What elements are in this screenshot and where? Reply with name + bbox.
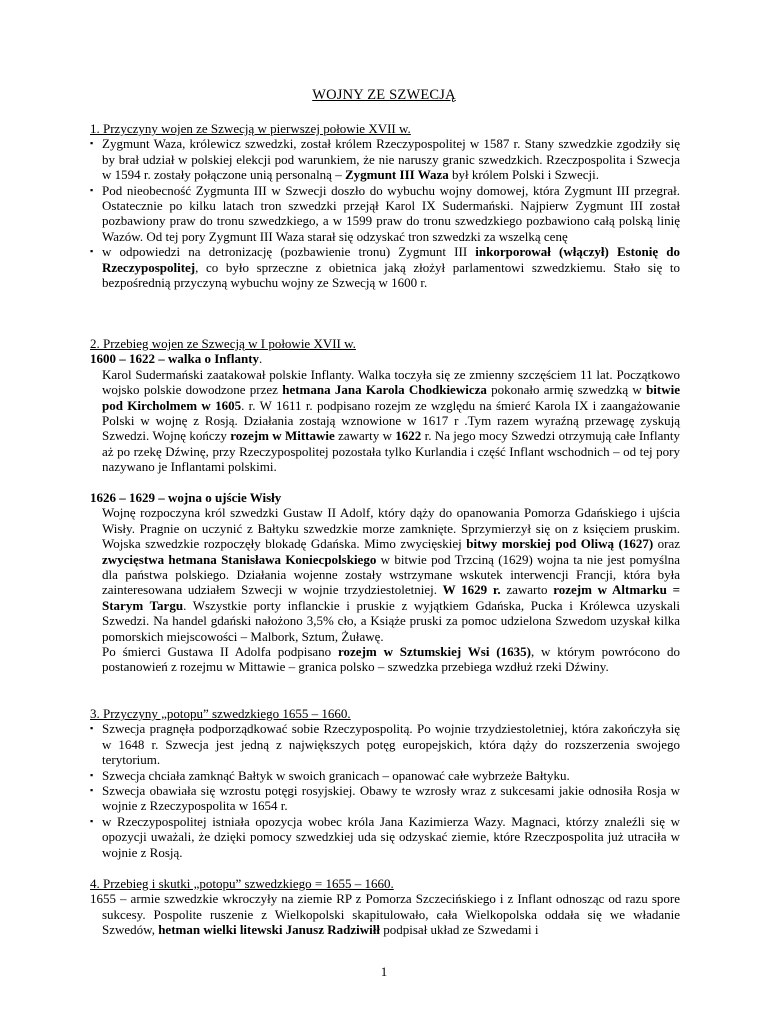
bullet-icon: ▪ (90, 815, 94, 826)
subsection-heading: 1626 – 1629 – wojna o ujście Wisły (90, 490, 282, 505)
bullet-icon: ▪ (90, 184, 94, 195)
subsection-paragraph: Po śmierci Gustawa II Adolfa podpisano rozejm w Sztumskiej Wsi (1635), w którym powrócono do postanowień z rozejmu w Mittawie – granica polsko – szwedzka przebiega wzdłuż rzeki Dźwiny. (102, 644, 680, 675)
bullet-icon: ▪ (90, 769, 94, 780)
page-number: 1 (380, 964, 388, 979)
bullet-icon: ▪ (90, 785, 94, 796)
subsection-paragraph: Karol Sudermański zaatakował polskie Inflanty. Walka toczyła się ze zmienny szczęściem 11 lat. Początkowo wojsko polskie dowodzone przez hetmana Jana Karola Chodkiewicza pokonało armię szwedzką w bitwie pod Kircholmem w 1605. r. W 1611 r. podpisano rozejm ze względu na śmierć Karola IX i zaangażowanie Polski w wojnę z Rosją. Działania zostają wznowione w 1617 r .Tym razem wyraźną przewagę zyskują Szwedzi. Wojnę kończy rozejm w Mittawie zawarty w 1622 r. Na jego mocy Szwedzi otrzymują całe Inflanty aż po rzekę Dźwinę, przy Rzeczypospolitej pozostała tylko Kurlandia i część Inflant wschodnich – od tej pory nazywano je Inflantami polskimi. (102, 366, 681, 475)
list-item: ▪ w Rzeczypospolitej istniała opozycja wobec króla Jana Kazimierza Wazy. Magnaci, którzy znaleźli się w opozycji uważali, że dzięki pomocy szwedzkiej uda się odzyskać ziemie, które Rzeczpospolita już utraciła w wojnie z Rosją. (90, 813, 680, 860)
section-4 (90, 876, 680, 938)
subsection-paragraph: Wojnę rozpoczyna król szwedzki Gustaw II Adolf, który dąży do opanowania Pomorza Gdańskiego i ujścia Wisły. Pragnie on uczynić z Bałtyku szwedzkie morze zamknięte. Sprzymierzył się on z księciem pruskim. Wojska szwedzkie rozpoczęły blokadę Gdańska. Mimo zwycięskiej bitwy morskiej pod Oliwą (1627) oraz zwycięstwa hetmana Stanisława Koniecpolskiego w bitwie pod Trzciną (1629) wojna ta nie jest pomyślna dla państwa polskiego. Działania wojenne zostały wstrzymane wskutek interwencji Francji, która była zainteresowana udziałem Szwecji w wojnie trzydziestoletniej. W 1629 r. zawarto rozejm w Altmarku = Starym Targu. Wszystkie porty inflanckie i pruskie z wyjątkiem Gdańska, Pucka i Królewca uzyskali Szwedzi. Na handel gdański nałożono 3,5% cło, a Książe pruski za pomoc udzielona Szwedom uzyskał kilka pomorskich miejscowości – Malbork, Sztum, Żuławę. (102, 505, 681, 644)
list-item: ▪ w odpowiedzi na detronizację (pozbawienie tronu) Zygmunt III inkorporował (włączył) Estonię do Rzeczypospolitej, co było sprzeczne z obietnica jaką złożył parlamentowi szwedzkiemu. Stało się to bezpośrednią przyczyną wybuchu wojny ze Szwecją w 1600 r. (90, 244, 680, 291)
section-3-heading: 3. Przyczyny „potopu” szwedzkiego 1655 – 1660. (90, 706, 351, 721)
section-2 (90, 336, 680, 475)
list-item: ▪ Pod nieobecność Zygmunta III w Szwecji doszło do wybuchu wojny domowej, która Zygmunt III przegrał. Ostatecznie po kilku latach tron szwedzki przejął Karol IX Sudermański. Najpierw Zygmunt III został pozbawiony praw do tronu szwedzkiego, a w 1599 praw do tronu szwedzkiego pozbawiono całą polską linię Wazów. Od tej pory Zygmunt III Waza starał się odzyskać tron szwedzki za wszelką cenę (90, 182, 680, 244)
bullet-icon: ▪ (90, 246, 94, 257)
section-2-heading: 2. Przebieg wojen ze Szwecją w I połowie XVII w. (90, 336, 356, 351)
section-1-heading: 1. Przyczyny wojen ze Szwecją w pierwszej połowie XVII w. (90, 121, 411, 136)
list-item: ▪ Szwecja obawiała się wzrostu potęgi rosyjskiej. Obawy te wzrosły wraz z sukcesami jakie odnosiła Rosja w wojnie z Rzeczypospolita w 1654 r. (90, 783, 680, 814)
list-item: ▪ Szwecja chciała zamknąć Bałtyk w swoich granicach – opanować całe wybrzeże Bałtyku. (90, 767, 570, 783)
list-item: ▪ Zygmunt Waza, królewicz szwedzki, został królem Rzeczypospolitej w 1587 r. Stany szwedzkie zgodziły się by brał udział w polskiej elekcji pod warunkiem, że nie naruszy granic szwedzkich. Rzeczpospolita i Szwecja w 1594 r. zostały połączone unią personalną – Zygmunt III Waza był królem Polski i Szwecji. (90, 136, 680, 183)
bullet-icon: ▪ (90, 723, 94, 734)
section-1 (90, 121, 680, 290)
list-item: ▪ Szwecja pragnęła podporządkować sobie Rzeczypospolitą. Po wojnie trzydziestoletniej, która zakończyła się w 1648 r. Szwecja jest jedną z największych potęg europejskich, która dąży do rozszerzenia swojego terytorium. (90, 721, 680, 768)
section-2-subsection-2 (90, 490, 680, 675)
section-4-paragraph: 1655 – armie szwedzkie wkroczyły na ziemie RP z Pomorza Szczecińskiego i z Inflant odnosząc od razu spore sukcesy. Pospolite ruszenie z Wielkopolski skapitulowało, cała Wielkopolska oddała się we władanie Szwedów, hetman wielki litewski Janusz Radziwiłł podpisał układ ze Szwedami i (90, 891, 680, 938)
section-4-heading: 4. Przebieg i skutki „potopu” szwedzkiego = 1655 – 1660. (90, 876, 394, 891)
page-title: WOJNY ZE SZWECJĄ (312, 87, 456, 103)
section-3 (90, 706, 680, 860)
subsection-heading: 1600 – 1622 – walka o Inflanty. (90, 351, 263, 367)
bullet-icon: ▪ (90, 138, 94, 149)
